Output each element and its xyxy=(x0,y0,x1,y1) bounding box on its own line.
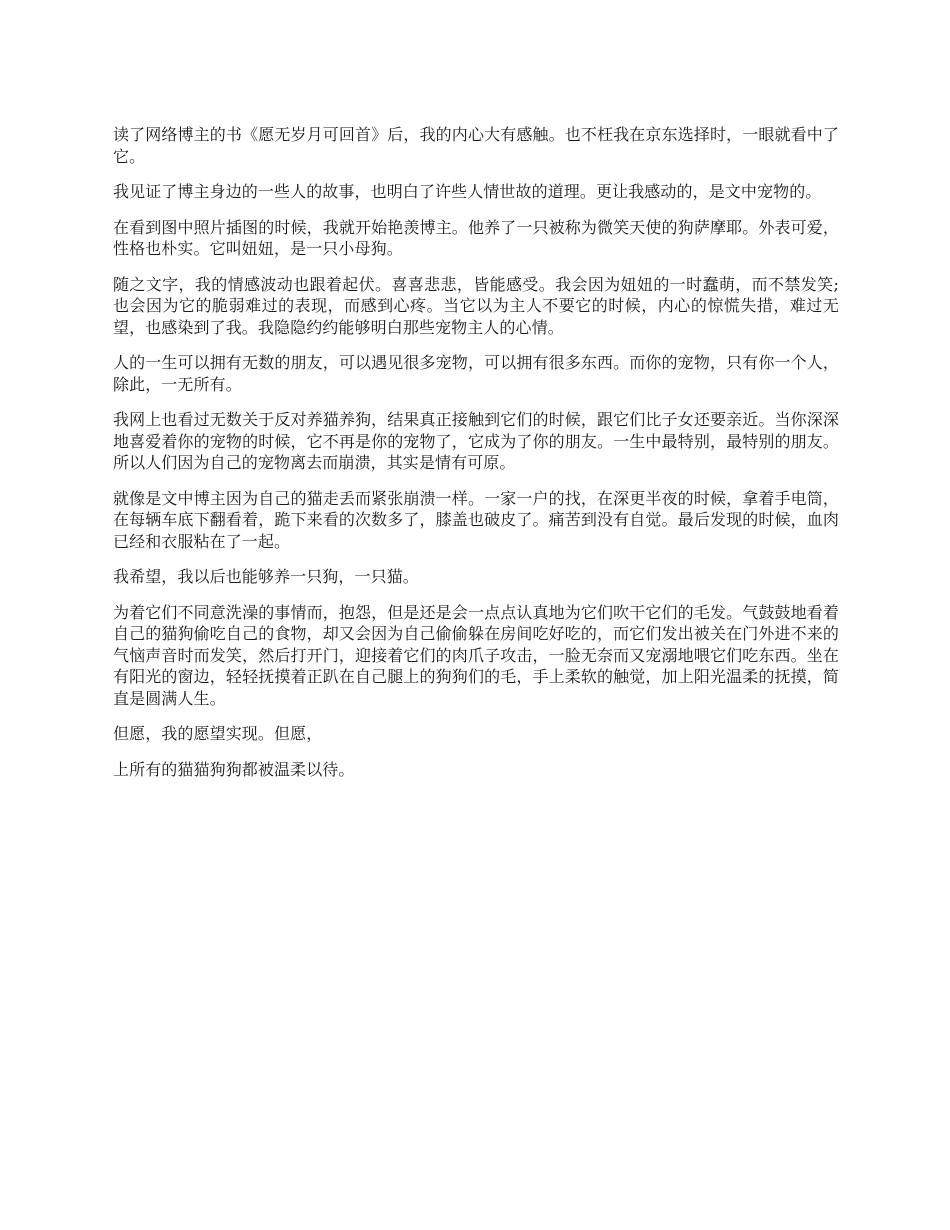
paragraph-3: 在看到图中照片插图的时候，我就开始艳羡博主。他养了一只被称为微笑天使的狗萨摩耶。外表可爱，性格也朴实。它叫妞妞，是一只小母狗。 xyxy=(113,217,839,258)
paragraph-6: 我网上也看过无数关于反对养猫养狗，结果真正接触到它们的时候，跟它们比子女还要亲近。当你深深地喜爱着你的宠物的时候，它不再是你的宠物了，它成为了你的朋友。一生中最特别，最特别的朋友。所以人们因为自己的宠物离去而崩溃，其实是情有可原。 xyxy=(113,410,839,472)
paragraph-8: 我希望，我以后也能够养一只狗，一只猫。 xyxy=(113,567,419,586)
paragraph-1: 读了网络博主的书《愿无岁月可回首》后，我的内心大有感触。也不枉我在京东选择时，一眼就看中了它。 xyxy=(113,125,839,166)
paragraph-2: 我见证了博主身边的一些人的故事，也明白了许些人情世故的道理。更让我感动的，是文中宠物的。 xyxy=(113,182,822,201)
document-body xyxy=(113,124,839,794)
paragraph-4: 随之文字，我的情感波动也跟着起伏。喜喜悲悲，皆能感受。我会因为妞妞的一时蠢萌，而不禁发笑;也会因为它的脆弱难过的表现，而感到心疼。当它以为主人不要它的时候，内心的惊慌失措，难过无望，也感染到了我。我隐隐约约能够明白那些宠物主人的心情。 xyxy=(113,274,839,337)
paragraph-9: 为着它们不同意洗澡的事情而，抱怨，但是还是会一点点认真地为它们吹干它们的毛发。气鼓鼓地看着自己的猫狗偷吃自己的食物，却又会因为自己偷偷躲在房间吃好吃的，而它们发出被关在门外进不来的气恼声音时而发笑，然后打开门，迎接着它们的肉爪子攻击，一脸无奈而又宠溺地喂它们吃东西。坐在有阳光的窗边，轻轻抚摸着正趴在自己腿上的狗狗们的毛，手上柔软的触觉，加上阳光温柔的抚摸，简直是圆满人生。 xyxy=(113,602,839,708)
paragraph-7: 就像是文中博主因为自己的猫走丢而紧张崩溃一样。一家一户的找，在深更半夜的时候，拿着手电筒，在每辆车底下翻看着，跪下来看的次数多了，膝盖也破皮了。痛苦到没有自觉。最后发现的时候，血肉已经和衣服粘在了一起。 xyxy=(113,488,839,551)
paragraph-5: 人的一生可以拥有无数的朋友，可以遇见很多宠物，可以拥有很多东西。而你的宠物，只有你一个人，除此，一无所有。 xyxy=(113,353,839,394)
paragraph-11: 上所有的猫猫狗狗都被温柔以待。 xyxy=(113,759,355,779)
paragraph-10: 但愿，我的愿望实现。但愿， xyxy=(113,724,323,743)
